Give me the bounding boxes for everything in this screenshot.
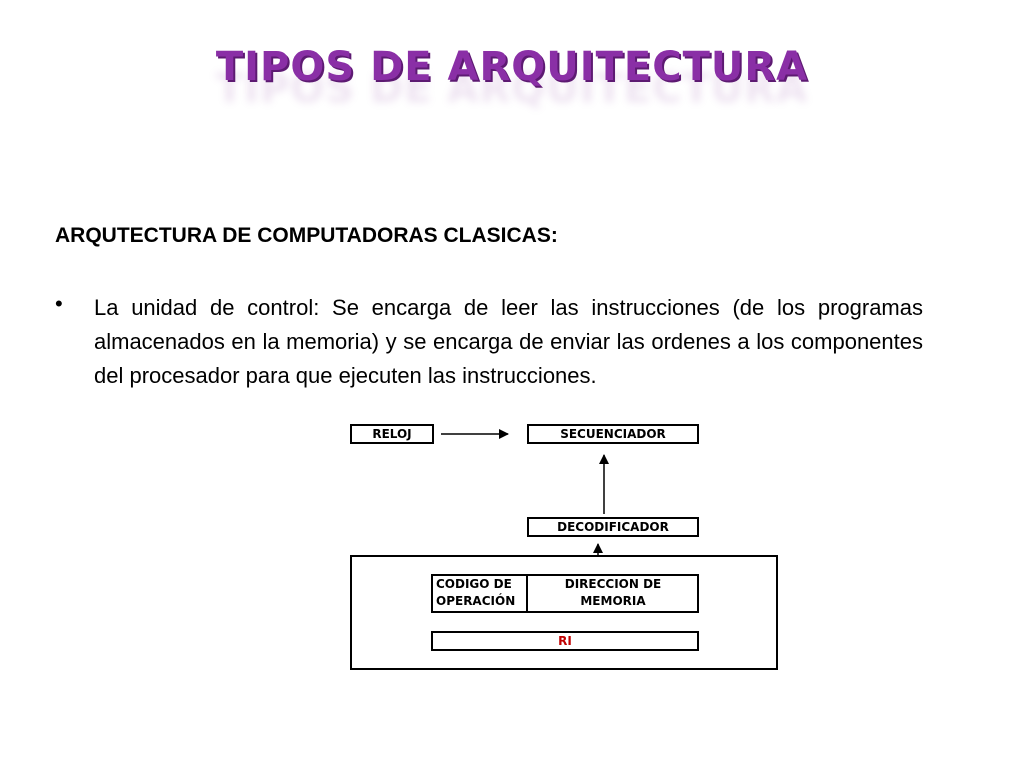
- direccion-line2: MEMORIA: [580, 594, 646, 608]
- reloj-box: [350, 424, 434, 444]
- bullet-dot: •: [55, 291, 63, 316]
- reloj-label: RELOJ: [372, 427, 412, 441]
- section-subtitle: ARQUTECTURA DE COMPUTADORAS CLASICAS:: [55, 224, 558, 247]
- secuenciador-box: [527, 424, 699, 444]
- codigo-line2: OPERACIÓN: [436, 594, 516, 608]
- codigo-line1: CODIGO DE: [436, 577, 512, 591]
- decodificador-box: [527, 517, 699, 537]
- ri-box: [431, 631, 699, 651]
- secuenciador-label: SECUENCIADOR: [560, 427, 666, 441]
- slide-title: TIPOS DE ARQUITECTURA: [215, 44, 809, 90]
- direccion-memoria-cell: [528, 576, 698, 610]
- decodificador-label: DECODIFICADOR: [557, 520, 669, 534]
- direccion-line1: DIRECCION DE: [564, 577, 662, 591]
- ri-label: RI: [558, 634, 572, 648]
- codigo-operacion-cell: [436, 576, 524, 610]
- bullet-text: La unidad de control: Se encarga de leer las instrucciones (de los programas almacenados en la memoria) y se encarga de enviar las ordenes a los componentes del procesador para que ejecuten las instrucciones.: [94, 295, 923, 388]
